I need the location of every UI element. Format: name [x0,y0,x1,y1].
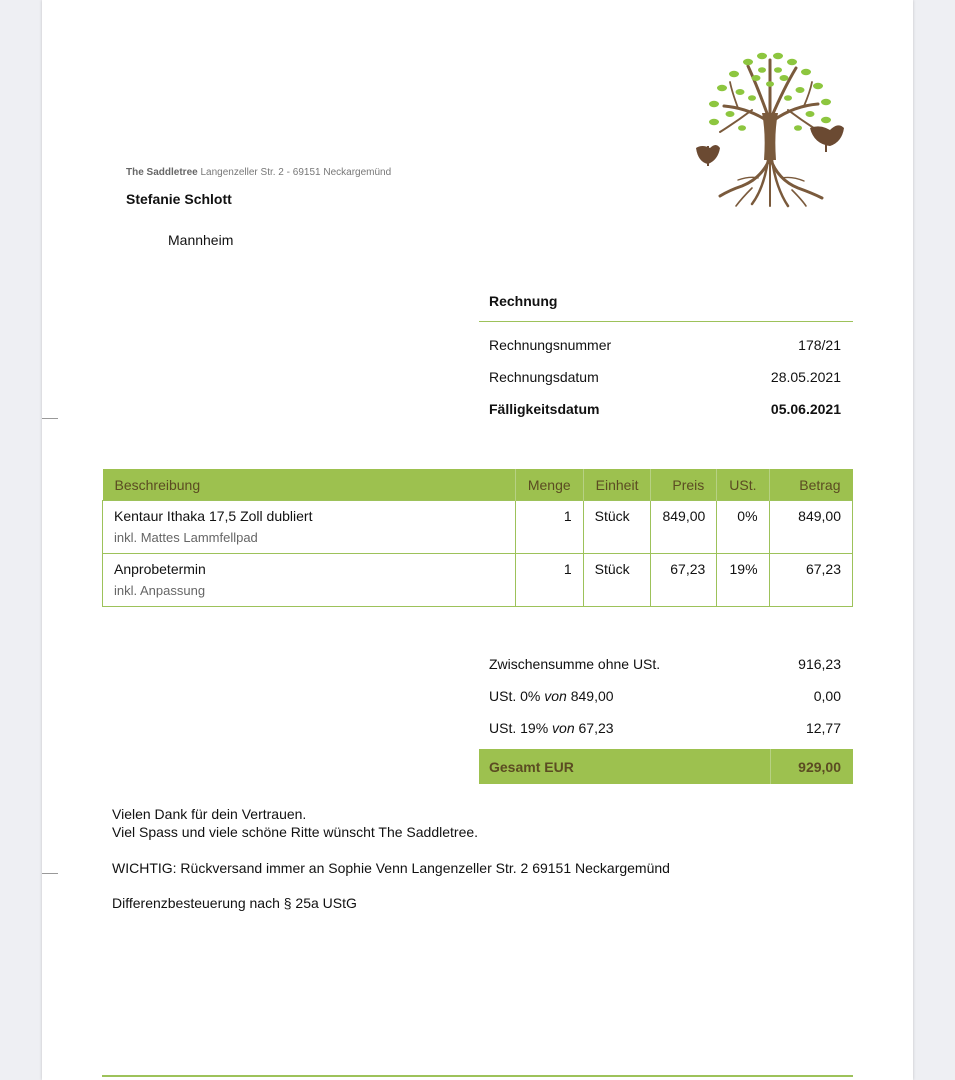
meta-value: 28.05.2021 [770,369,841,385]
note-return-address: WICHTIG: Rückversand immer an Sophie Venn Langenzeller Str. 2 69151 Neckargemünd [112,860,670,876]
closing-notes [112,805,670,912]
item-title: Anprobetermin [114,561,206,577]
note-greeting: Viel Spass und viele schöne Ritte wünscht The Saddletree. [112,824,479,840]
fold-mark [42,418,58,419]
table-row [103,554,853,607]
tax-label: USt. 19% von 67,23 [489,720,614,736]
col-header-price: Preis [651,469,717,501]
item-quantity: 1 [515,554,583,607]
meta-value: 178/21 [798,337,841,353]
subtotal-value: 916,23 [798,656,841,672]
recipient-name: Stefanie Schlott [126,191,232,207]
tree-logo-icon [692,48,848,208]
item-price: 849,00 [651,501,717,554]
subtotal-label: Zwischensumme ohne USt. [489,656,661,672]
sender-address: Langenzeller Str. 2 - 69151 Neckargemünd [200,167,392,178]
sender-company: The Saddletree [126,167,198,178]
recipient-city: Mannheim [168,232,234,248]
item-subtitle: inkl. Mattes Lammfellpad [114,530,258,545]
invoice-page [42,0,913,1080]
col-header-quantity: Menge [515,469,583,501]
item-subtitle: inkl. Anpassung [114,583,206,598]
item-tax: 0% [717,501,769,554]
col-header-tax: USt. [717,469,769,501]
item-unit: Stück [583,501,651,554]
meta-row-due-date [479,393,853,425]
invoice-meta [479,289,853,425]
meta-row-number [479,329,853,361]
note-thanks: Vielen Dank für dein Vertrauen. [112,806,307,822]
meta-label: Fälligkeitsdatum [489,401,600,417]
tax-row [479,680,853,712]
item-quantity: 1 [515,501,583,554]
meta-label: Rechnungsnummer [489,337,612,353]
tax-value: 0,00 [813,688,841,704]
sender-line [126,167,391,178]
fold-mark [42,873,58,874]
totals-section [479,648,853,784]
grand-total-label: Gesamt EUR [489,758,574,775]
item-amount: 849,00 [769,501,852,554]
tax-row [479,712,853,744]
item-unit: Stück [583,554,651,607]
note-tax-regulation: Differenzbesteuerung nach § 25a UStG [112,895,357,911]
tax-label: USt. 0% von 849,00 [489,688,614,704]
table-header-row [103,469,853,501]
item-description [103,501,516,554]
meta-value: 05.06.2021 [770,401,841,417]
item-price: 67,23 [651,554,717,607]
grand-total-row [479,749,853,784]
meta-label: Rechnungsdatum [489,369,599,385]
item-description [103,554,516,607]
tax-value: 12,77 [805,720,841,736]
col-header-unit: Einheit [583,469,651,501]
item-title: Kentaur Ithaka 17,5 Zoll dubliert [114,508,313,524]
subtotal-row [479,648,853,680]
footer-divider [102,1075,853,1077]
line-items-table [102,469,853,607]
invoice-title: Rechnung [479,289,853,322]
table-row [103,501,853,554]
meta-row-date [479,361,853,393]
item-tax: 19% [717,554,769,607]
col-header-amount: Betrag [769,469,852,501]
item-amount: 67,23 [769,554,852,607]
grand-total-value: 929,00 [798,758,841,775]
col-header-description: Beschreibung [103,469,516,501]
